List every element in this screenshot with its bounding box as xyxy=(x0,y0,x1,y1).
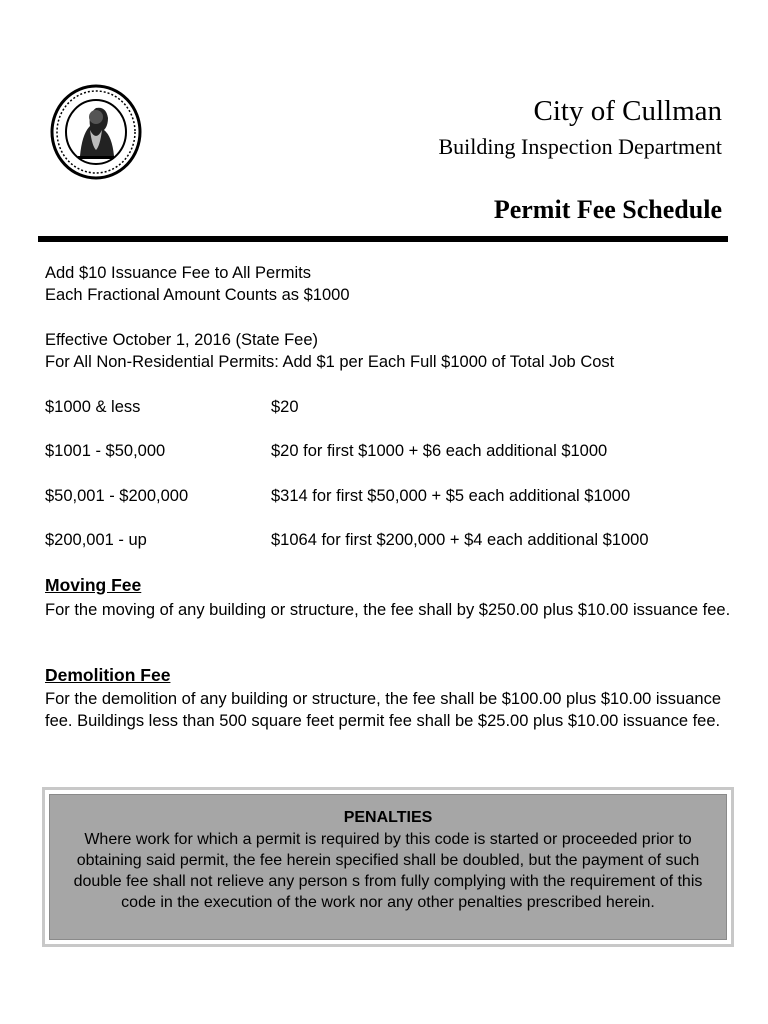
fee-amount: $314 for first $50,000 + $5 each additional $1000 xyxy=(271,487,631,505)
intro-line: Effective October 1, 2016 (State Fee) xyxy=(45,331,319,349)
city-name: City of Cullman xyxy=(533,95,722,127)
intro-line: For All Non-Residential Permits: Add $1 per Each Full $1000 of Total Job Cost xyxy=(45,353,615,371)
intro-line: Each Fractional Amount Counts as $1000 xyxy=(45,286,350,304)
fee-range: $50,001 - $200,000 xyxy=(45,487,189,505)
moving-fee-heading: Moving Fee xyxy=(45,575,142,595)
penalties-panel xyxy=(49,794,727,940)
city-seal xyxy=(50,84,142,180)
penalties-box xyxy=(42,787,734,947)
fee-amount: $20 for first $1000 + $6 each additional $1000 xyxy=(271,442,608,460)
fee-amount: $20 xyxy=(271,398,299,416)
document-title: Permit Fee Schedule xyxy=(493,195,722,224)
fee-range: $1001 - $50,000 xyxy=(45,442,166,460)
intro-line: Add $10 Issuance Fee to All Permits xyxy=(45,264,311,282)
penalties-heading: PENALTIES xyxy=(343,809,433,826)
demolition-fee-text: For the demolition of any building or structure, the fee shall be $100.00 plus $10.00 issuance fee. Buildings less than 500 square feet permit fee shall be $25.00 plus $10.00 issuance fee. xyxy=(45,690,722,730)
fee-amount: $1064 for first $200,000 + $4 each additional $1000 xyxy=(271,531,649,549)
fee-range: $1000 & less xyxy=(45,398,141,416)
department-name: Building Inspection Department xyxy=(438,134,722,159)
header-rule xyxy=(38,236,728,242)
moving-fee-text: For the moving of any building or structure, the fee shall by $250.00 plus $10.00 issuance fee. xyxy=(45,601,731,619)
fee-range: $200,001 - up xyxy=(45,531,147,549)
demolition-fee-heading: Demolition Fee xyxy=(45,665,171,685)
penalties-text: Where work for which a permit is required by this code is started or proceeded prior to obtaining said permit, the fee herein specified shall be doubled, but the payment of such double fee shall not relieve any person s from fully complying with the requirement of this code in the execution of the work nor any other penalties prescribed herein. xyxy=(73,831,703,911)
